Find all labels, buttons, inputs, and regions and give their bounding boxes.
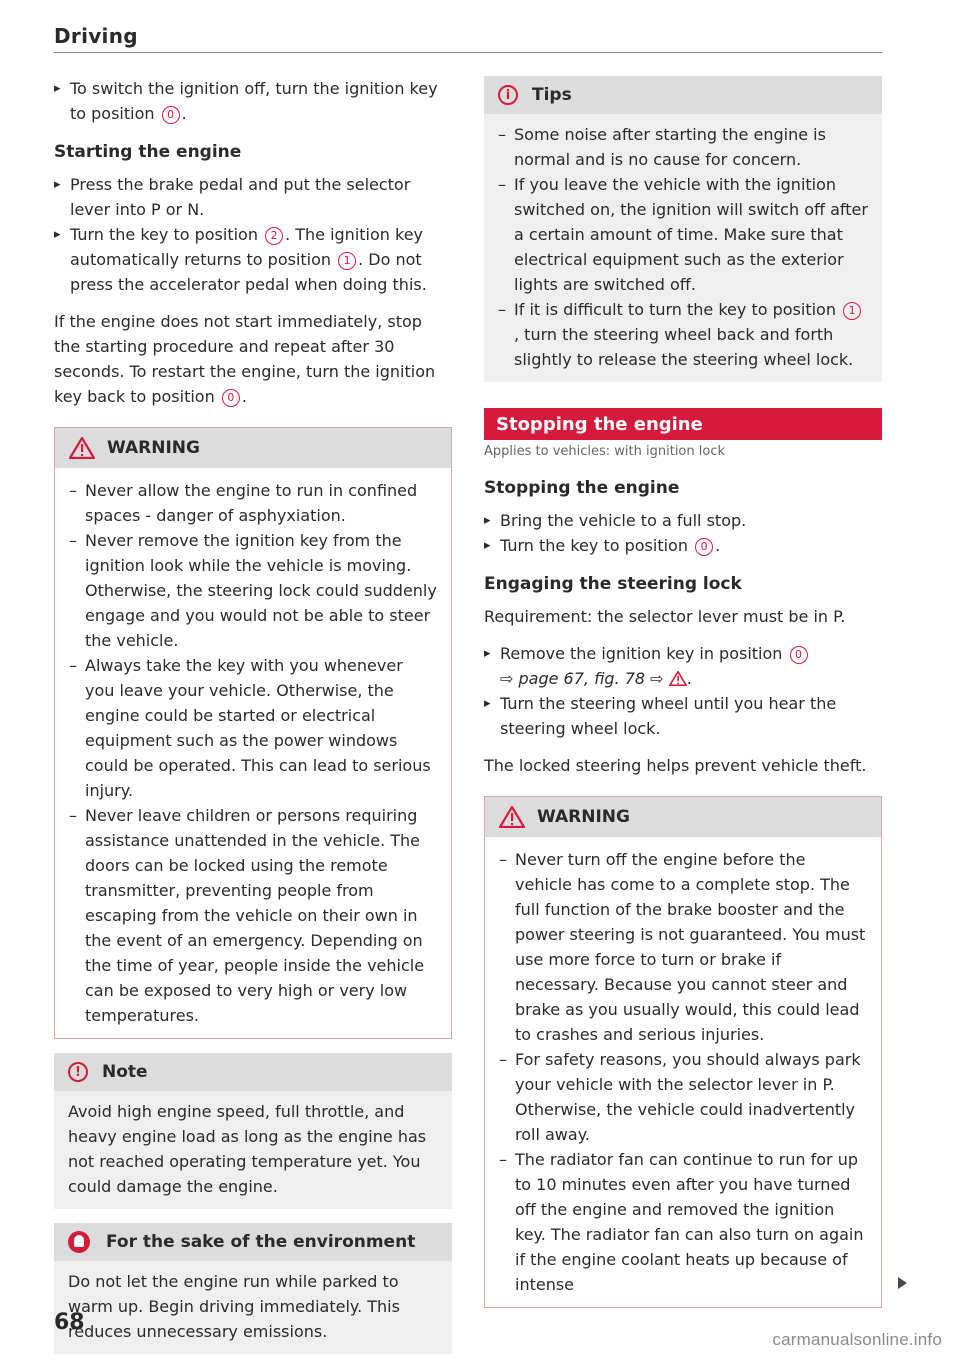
- lock-bullet-2: ▸ Turn the steering wheel until you hear the steering wheel lock.: [484, 691, 882, 741]
- section-title-bar: Stopping the engine: [484, 408, 882, 440]
- environment-icon: [68, 1231, 90, 1253]
- stopping-heading: Stopping the engine: [484, 478, 680, 498]
- warning-title: WARNING: [537, 807, 630, 827]
- start-bullet-2-text-a: Turn the key to position: [70, 225, 258, 244]
- warning-item: – Never leave children or persons requiring assistance unattended in the vehicle. The doors can be locked using the remote transmitter, preventing people from escaping from the vehicle on their own in the event of an emergency. Depending on the time of year, people inside the vehicle can be exposed to very high or very low temperatures.: [69, 803, 437, 1028]
- start-bullet-2-text-e: . Do not press the accelerator pedal when doing this.: [70, 250, 427, 294]
- tip-3-text-a: If it is difficult to turn the key to position: [514, 300, 836, 319]
- watermark: carmanualsonline.info: [772, 1330, 942, 1349]
- applies-to-text: Applies to vehicles: with ignition lock: [484, 444, 725, 459]
- lock-heading: Engaging the steering lock: [484, 574, 742, 594]
- note-title: Note: [102, 1062, 148, 1082]
- tips-box: [484, 76, 882, 382]
- warning-triangle-icon: [499, 806, 525, 828]
- intro-bullet: [54, 76, 452, 126]
- lock-bullet-1-text: Remove the ignition key in position: [500, 644, 783, 663]
- stop-bullet-2: [484, 533, 882, 558]
- environment-body: [54, 1261, 452, 1354]
- stop-bullet-1: ▸ Bring the vehicle to a full stop.: [484, 508, 882, 533]
- environment-header: [54, 1223, 452, 1261]
- stop-bullet-2-end: .: [715, 536, 721, 555]
- locked-steering-paragraph: The locked steering helps prevent vehicle theft.: [484, 756, 867, 775]
- restart-text: If the engine does not start immediately, stop the starting procedure and repeat after 30 seconds. To restart the engine, turn the ignition key back to position: [54, 312, 436, 406]
- stop-bullet-2-text: Turn the key to position: [500, 536, 688, 555]
- position-marker: 1: [338, 252, 356, 270]
- position-marker: 0: [695, 538, 713, 556]
- tip-item: – Some noise after starting the engine is normal and is no cause for concern.: [498, 122, 868, 172]
- warning-triangle-icon: [69, 437, 95, 459]
- start-bullet-2-text-c: . The ignition key automatically returns to position: [70, 225, 424, 269]
- info-icon: i: [498, 85, 518, 105]
- note-body: [54, 1091, 452, 1209]
- restart-paragraph: [54, 309, 452, 409]
- position-marker: 1: [843, 302, 861, 320]
- warning-item: – Always take the key with you whenever you leave your vehicle. Otherwise, the engine could be started or electrical equipment such as the power windows could be operated. This can lead to serious injury.: [69, 653, 437, 803]
- warning-box-right: [484, 796, 882, 1308]
- warning-header: [485, 797, 881, 837]
- position-marker: 0: [222, 389, 240, 407]
- tips-header: [484, 76, 882, 114]
- warning-item: – Never turn off the engine before the vehicle has come to a complete stop. The full function of the brake booster and the power steering is not guaranteed. You must use more force to turn or brake if necessary. Because you cannot steer and brake as you usually would, this could lead to crashes and serious injuries.: [499, 847, 867, 1047]
- warning-triangle-icon: [669, 671, 687, 686]
- warning-title: WARNING: [107, 438, 200, 458]
- left-column: [54, 76, 452, 1354]
- note-box: [54, 1053, 452, 1209]
- continue-arrow-icon: [898, 1277, 907, 1289]
- environment-title: For the sake of the environment: [106, 1232, 416, 1252]
- position-marker: 2: [265, 227, 283, 245]
- page-number: 68: [54, 1310, 85, 1335]
- starting-heading: Starting the engine: [54, 142, 242, 162]
- header-divider: [54, 52, 882, 53]
- restart-text-end: .: [241, 387, 247, 406]
- note-header: [54, 1053, 452, 1091]
- lock-bullet-1: ▸ Remove the ignition key in position 0 ⇨ page 67, fig. 78 ⇨ .: [484, 641, 882, 691]
- right-column: [484, 76, 882, 1308]
- note-text: Avoid high engine speed, full throttle, and heavy engine load as long as the engine has not reached operating temperature yet. You could damage the engine.: [68, 1102, 427, 1196]
- start-bullet-2: [54, 222, 452, 297]
- environment-text: Do not let the engine run while parked to warm up. Begin driving immediately. This reduces unnecessary emissions.: [68, 1272, 400, 1341]
- tip-item: [498, 297, 868, 372]
- page-reference-link[interactable]: ⇨ page 67, fig. 78 ⇨: [500, 669, 664, 688]
- warning-item: – Never remove the ignition key from the ignition look while the vehicle is moving. Otherwise, the steering lock could suddenly engage and you would not be able to steer the vehicle.: [69, 528, 437, 653]
- warning-box-left: [54, 427, 452, 1039]
- position-marker: 0: [162, 106, 180, 124]
- tip-item: – If you leave the vehicle with the ignition switched on, the ignition will switch off after a certain amount of time. Make sure that electrical equipment such as the exterior lights are switched off.: [498, 172, 868, 297]
- intro-bullet-text: To switch the ignition off, turn the ignition key to position: [70, 79, 438, 123]
- tips-title: Tips: [532, 85, 572, 105]
- requirement-text: Requirement: the selector lever must be in P.: [484, 607, 846, 626]
- position-marker: 0: [790, 646, 808, 664]
- warning-item: – For safety reasons, you should always park your vehicle with the selector lever in P. Otherwise, the vehicle could inadvertently roll away.: [499, 1047, 867, 1147]
- tips-body: [484, 114, 882, 382]
- note-icon: !: [68, 1062, 88, 1082]
- page-header-title: Driving: [54, 24, 138, 48]
- tip-3-text-c: , turn the steering wheel back and forth slightly to release the steering wheel lock.: [514, 325, 854, 369]
- warning-header: [55, 428, 451, 468]
- intro-bullet-end: .: [181, 104, 187, 123]
- warning-item: – Never allow the engine to run in confined spaces - danger of asphyxiation.: [69, 478, 437, 528]
- environment-box: [54, 1223, 452, 1354]
- warning-body: [55, 468, 451, 1038]
- warning-body: [485, 837, 881, 1307]
- warning-item: – The radiator fan can continue to run for up to 10 minutes even after you have turned off the engine and removed the ignition key. The radiator fan can also turn on again if the engine coolant heats up because of intense: [499, 1147, 867, 1297]
- start-bullet-1: ▸ Press the brake pedal and put the selector lever into P or N.: [54, 172, 452, 222]
